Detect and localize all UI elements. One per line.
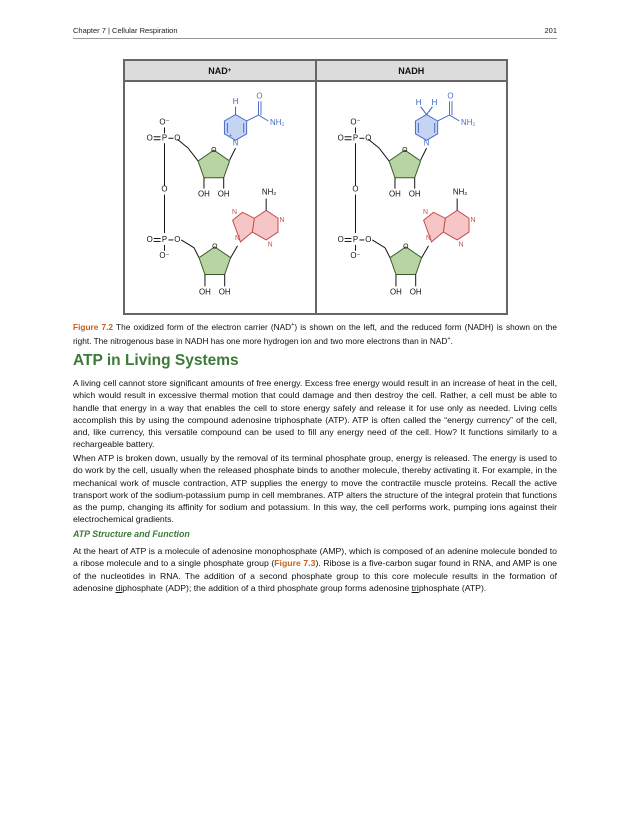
running-head [73, 26, 557, 38]
caption-text-1: The oxidized form of the electron carrier (NAD [113, 321, 292, 332]
caption-text-2: ) is shown on the left, and the reduced form (NADH) is shown on the right. The nitrogenous base in NADH has one more hydrogen ion and two more electrons than in NAD [73, 321, 557, 346]
phosphate-top-ester-o: O [364, 133, 371, 143]
amide-n-bond [259, 115, 269, 121]
phosphate-bottom-p: P [161, 235, 168, 245]
ch2-o-bond [181, 240, 194, 248]
phosphate-top-p: P [161, 133, 168, 143]
h-bond [420, 107, 426, 115]
adenine-nh2-label: NH₂ [452, 187, 467, 197]
ribose-bottom [390, 247, 422, 275]
adenine-n9: N [425, 234, 431, 242]
n-ribose-bond [420, 148, 426, 160]
nad-header-sup: + [227, 67, 232, 74]
amide-o-label: O [446, 91, 454, 101]
caption-text-3: . [450, 335, 453, 346]
phosphate-bottom-p: P [352, 235, 358, 245]
ribose-bottom-oh-left: OH [389, 287, 402, 297]
phosphate-top-ester-o: O [174, 133, 181, 143]
phosphate-bottom-o-minus: O⁻ [349, 250, 361, 260]
phosphate-bottom-o-minus: O⁻ [159, 250, 170, 260]
paragraph-1: A living cell cannot store significant amounts of free energy. Excess free energy would result in an increase of heat in the cell, which would result in excessive thermal motion that could damage and then destroy the cell. Rather, a cell must be able to handle that energy in a way that enables the cell to store energy safely and release it for use only as needed. Living cells accomplish this by using the compound adenosine triphosphate (ATP). ATP is often called the “energy currency” of the cell, and, like currency, this versatile compound can be used to fill any energy need of the cell. How? It functions similarly to a rechargeable battery. [73, 378, 557, 450]
paragraph-3 [73, 545, 557, 594]
caption-sup-1: + [291, 322, 295, 328]
ribose-bottom-o-label: O [212, 243, 218, 251]
ribose-bottom-oh-right: OH [409, 287, 422, 297]
ring-n-label: N [232, 138, 239, 148]
glycosidic-bond [421, 246, 428, 258]
nadh-header [316, 61, 507, 82]
ring-n-label: N [423, 138, 429, 148]
nad-structure-cell [125, 82, 316, 313]
phosphate-bottom-double-o: O [337, 235, 344, 245]
phosphate-top-p: P [352, 133, 358, 143]
amide-bond [437, 115, 449, 121]
adenine-nh2-label: NH₂ [261, 187, 277, 197]
adenine-n9: N [235, 234, 241, 242]
ribose-bottom-oh-left: OH [199, 287, 211, 297]
ribose-top-oh-right: OH [217, 189, 230, 199]
adenine-n7: N [422, 209, 428, 217]
nadh-header-label: NADH [398, 65, 425, 76]
h-label: H [232, 96, 239, 106]
phosphate-top-o-minus: O⁻ [349, 117, 361, 127]
ribose-top [389, 150, 421, 178]
nad-header [125, 61, 316, 82]
adenine-n3: N [458, 241, 464, 249]
h-label: H [431, 97, 437, 107]
ch2-o-bond [372, 240, 385, 248]
ribose-bottom-o-label: O [402, 243, 409, 251]
phosphate-bottom-double-o: O [146, 235, 153, 245]
p3-part1: At the heart of ATP is a molecule of adenosine monophosphate (AMP), which is composed of an adenine molecule bonded to a ribose molecule and to a single phosphate group ( [73, 546, 557, 569]
p3-underline-tri: tri [411, 582, 419, 593]
amide-bond [247, 115, 259, 121]
phosphate-bottom-ester-o: O [364, 235, 371, 245]
bridging-o: O [351, 184, 359, 194]
amide-n-bond [449, 115, 459, 121]
p3-underline-di: di [115, 582, 123, 593]
ribose-top-oh-left: OH [388, 189, 401, 199]
nadh-structure-diagram [316, 82, 507, 313]
adenine-n3: N [267, 241, 273, 249]
page-number: 201 [544, 26, 557, 35]
adenine-n1: N [469, 217, 475, 225]
header-rule [73, 38, 557, 39]
chapter-title: Chapter 7 | Cellular Respiration [73, 26, 178, 35]
n-ribose-bond [230, 148, 236, 160]
ribose-top-oh-left: OH [198, 189, 210, 199]
caption-label: Figure 7.2 [73, 321, 114, 332]
ribose-top-o-label: O [211, 146, 217, 154]
ribose-bottom [199, 247, 231, 275]
figure-7-2-table [123, 59, 508, 315]
adenine-n7: N [232, 209, 238, 217]
amide-nh2-label: NH₂ [460, 118, 475, 128]
caption-sup-2: + [447, 335, 451, 342]
ch2-bond [188, 148, 198, 161]
ch2-bond [385, 248, 390, 258]
phosphate-top-double-o: O [146, 133, 153, 143]
ribose-top [198, 150, 230, 178]
phosphate-top-o-minus: O⁻ [159, 117, 170, 127]
subsection-title: ATP Structure and Function [73, 529, 190, 539]
n-plus-charge: + [228, 132, 233, 139]
phosphate-top-double-o: O [337, 133, 344, 143]
p3-part4: phosphate (ATP). [418, 582, 487, 593]
ch2-bond [379, 148, 389, 161]
adenine-six-ring [443, 210, 469, 240]
adenine-six-ring [252, 210, 278, 240]
nad-structure-diagram [125, 82, 316, 313]
ch2-bond [194, 248, 199, 258]
ribose-top-o-label: O [401, 146, 408, 154]
p3-part3: phosphate (ADP); the addition of a third phosphate group forms adenosine [122, 582, 412, 593]
paragraph-2: When ATP is broken down, usually by the removal of its terminal phosphate group, energy is released. The energy is used to do work by the cell, usually when the released phosphate binds to another molecule, thereby activating it. For example, in the mechanical work of muscle contraction, ATP supplies the energy to move the contractile muscle proteins. Recall the active transport work of the sodium-potassium pump in cell membranes. ATP alters the structure of the integral protein that functions as the pump, changing its affinity for sodium and potassium. In this way, the cell performs work, pumping ions against their electrochemical gradients. [73, 453, 557, 525]
phosphate-bottom-ester-o: O [174, 235, 181, 245]
glycosidic-bond [231, 246, 238, 258]
nadh-structure-cell [316, 82, 507, 313]
section-title: ATP in Living Systems [73, 352, 239, 369]
amide-nh2-label: NH₂ [270, 118, 285, 128]
figure-caption [73, 319, 557, 347]
ribose-bottom-oh-right: OH [218, 287, 231, 297]
ribose-top-oh-right: OH [408, 189, 421, 199]
amide-o-label: O [256, 91, 263, 101]
adenine-n1: N [279, 217, 285, 225]
p3-part2: ). Ribose is a five-carbon sugar found in RNA, and AMP is one of the nucleotides in RNA. The addition of a second phosphate group to this core molecule results in the formation of adenosine [73, 558, 557, 593]
figure-7-3-link[interactable]: Figure 7.3 [274, 558, 316, 569]
h-bond [426, 107, 432, 115]
bridging-o: O [161, 184, 168, 194]
nad-header-base: NAD [208, 65, 228, 76]
h-label: H [415, 97, 421, 107]
